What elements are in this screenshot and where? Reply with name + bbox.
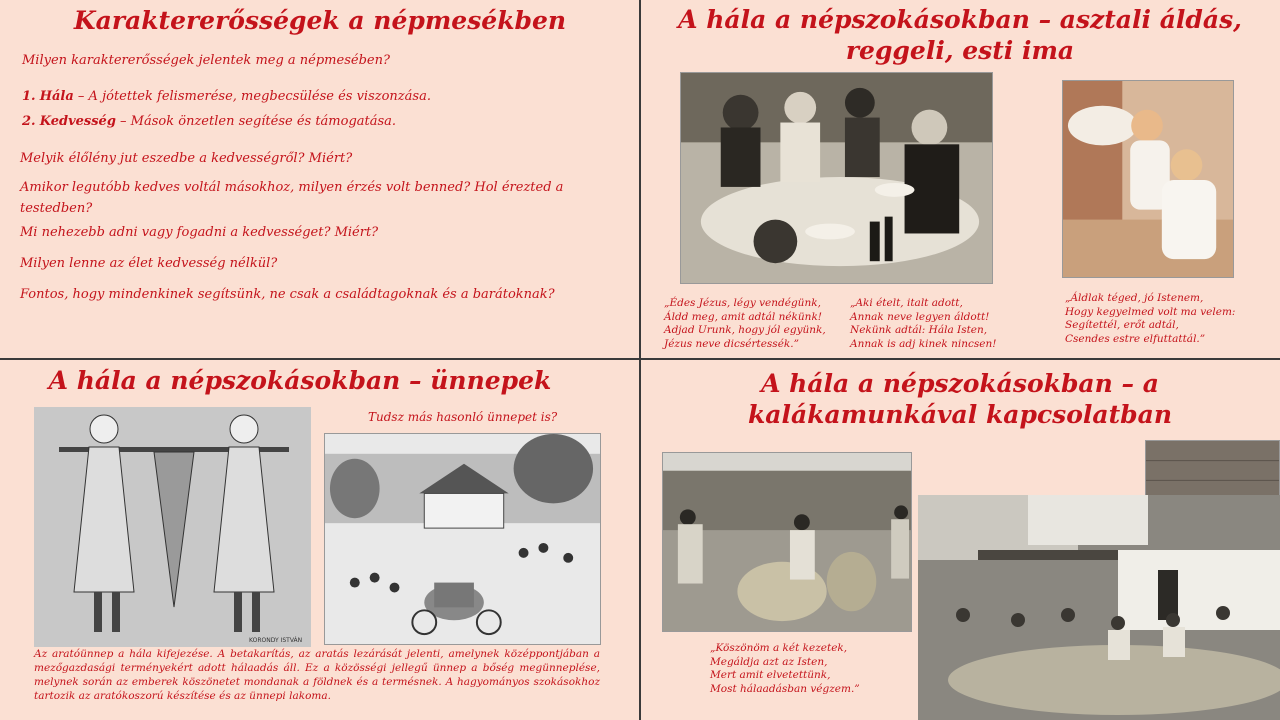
term-kindness: Kedvesség: [39, 114, 116, 129]
quote-line: Nekünk adtál: Hála Isten,: [850, 324, 988, 336]
children-praying-picture: [1062, 80, 1234, 278]
question-2: Amikor legutóbb kedves voltál másokhoz, milyen érzés volt benned? Hol érezted a testedben?: [20, 180, 564, 216]
slide-title: A hála a népszokásokban – asztali áldás, reggeli, esti ima: [678, 5, 1242, 65]
quote-line: Megáldja azt az Isten,: [710, 655, 828, 668]
list-item-gratitude: [22, 86, 622, 107]
quote-line: „Áldlak téged, jó Istenem,: [1065, 292, 1204, 304]
intro-question: Milyen karaktererősségek jelentek meg a népmesében?: [22, 53, 390, 68]
quote-line: Annak neve legyen áldott!: [850, 310, 990, 323]
slide-communal-work: [640, 360, 1280, 720]
question-5: Fontos, hogy mindenkinek segítsünk, ne csak a családtagoknak és a barátoknak?: [20, 287, 555, 302]
grace-quote-2: [850, 297, 996, 351]
communal-work-quote: [710, 642, 860, 696]
slide-character-strengths: [0, 0, 640, 360]
quote-line: Hogy kegyelmed volt ma velem:: [1065, 305, 1236, 318]
evening-prayer-quote: [1065, 292, 1235, 346]
quote-line: „Édes Jézus, légy vendégünk,: [664, 297, 821, 309]
quote-line: Most hálaadásban végzem.”: [710, 682, 860, 695]
quote-line: Jézus neve dicsértessék.”: [664, 337, 799, 350]
question-3: Mi nehezebb adni vagy fogadni a kedvességet? Miért?: [20, 225, 379, 240]
quote-line: Áldd meg, amit adtál nékünk!: [664, 310, 823, 323]
quote-line: Adjad Urunk, hogy jól együnk,: [664, 324, 826, 336]
question-1: Melyik élőlény jut eszedbe a kedvességről? Miért?: [20, 151, 353, 166]
quote-line: „Aki ételt, italt adott,: [850, 297, 963, 309]
question-4: Milyen lenne az élet kedvesség nélkül?: [20, 256, 278, 271]
family-meal-photo: [680, 72, 993, 284]
corn-husking-photo: [918, 495, 1280, 720]
slide-title: Karaktererősségek a népmesékben: [73, 6, 567, 35]
harvest-festival-paragraph: Az aratóünnep a hála kifejezése. A betakarítás, az aratás lezárását jelenti, amelynek középpontjában a mezőgazdasági terményekért adott hálaadás áll. Ez a közösségi jellegű ünnep a bőség megünneplése, melynek során az emberek köszönetet mondanak a földnek és a termésnek. A hagyományos szokásokhoz tartozik az aratókoszorú készítése és az ünnepi lakoma.: [34, 648, 600, 702]
quote-line: Segítettél, erőt adtál,: [1065, 319, 1179, 331]
grace-quote-1: [664, 297, 826, 351]
list-item-kindness: [22, 111, 622, 132]
quote-line: Annak is adj kinek nincsen!: [850, 337, 997, 350]
holiday-question: Tudsz más hasonló ünnepet is?: [368, 410, 558, 424]
harvest-workers-photo: [662, 452, 912, 632]
quote-line: Csendes estre elfuttattál.”: [1065, 332, 1206, 345]
quote-line: Mert amit elvetettünk,: [710, 669, 831, 681]
slide-title: A hála a népszokásokban – a kalákamunkával kapcsolatban: [747, 369, 1173, 429]
slide-grace-prayer: [640, 0, 1280, 360]
term-description: – A jótettek felismerése, megbecsülése és viszonzása.: [73, 89, 431, 104]
slide-holidays: [0, 360, 640, 720]
woodcut-signature: KORONDY ISTVÁN: [249, 637, 303, 644]
harvest-festival-engraving: [324, 433, 601, 645]
list-number: 1.: [22, 89, 36, 104]
quote-line: „Köszönöm a két kezetek,: [710, 642, 848, 654]
term-gratitude: Hála: [39, 89, 74, 104]
slide-title: A hála a népszokásokban – ünnepek: [48, 366, 552, 395]
harvest-girls-woodcut: [34, 407, 311, 647]
term-description: – Mások önzetlen segítése és támogatása.: [115, 114, 397, 129]
list-number: 2.: [22, 114, 36, 129]
